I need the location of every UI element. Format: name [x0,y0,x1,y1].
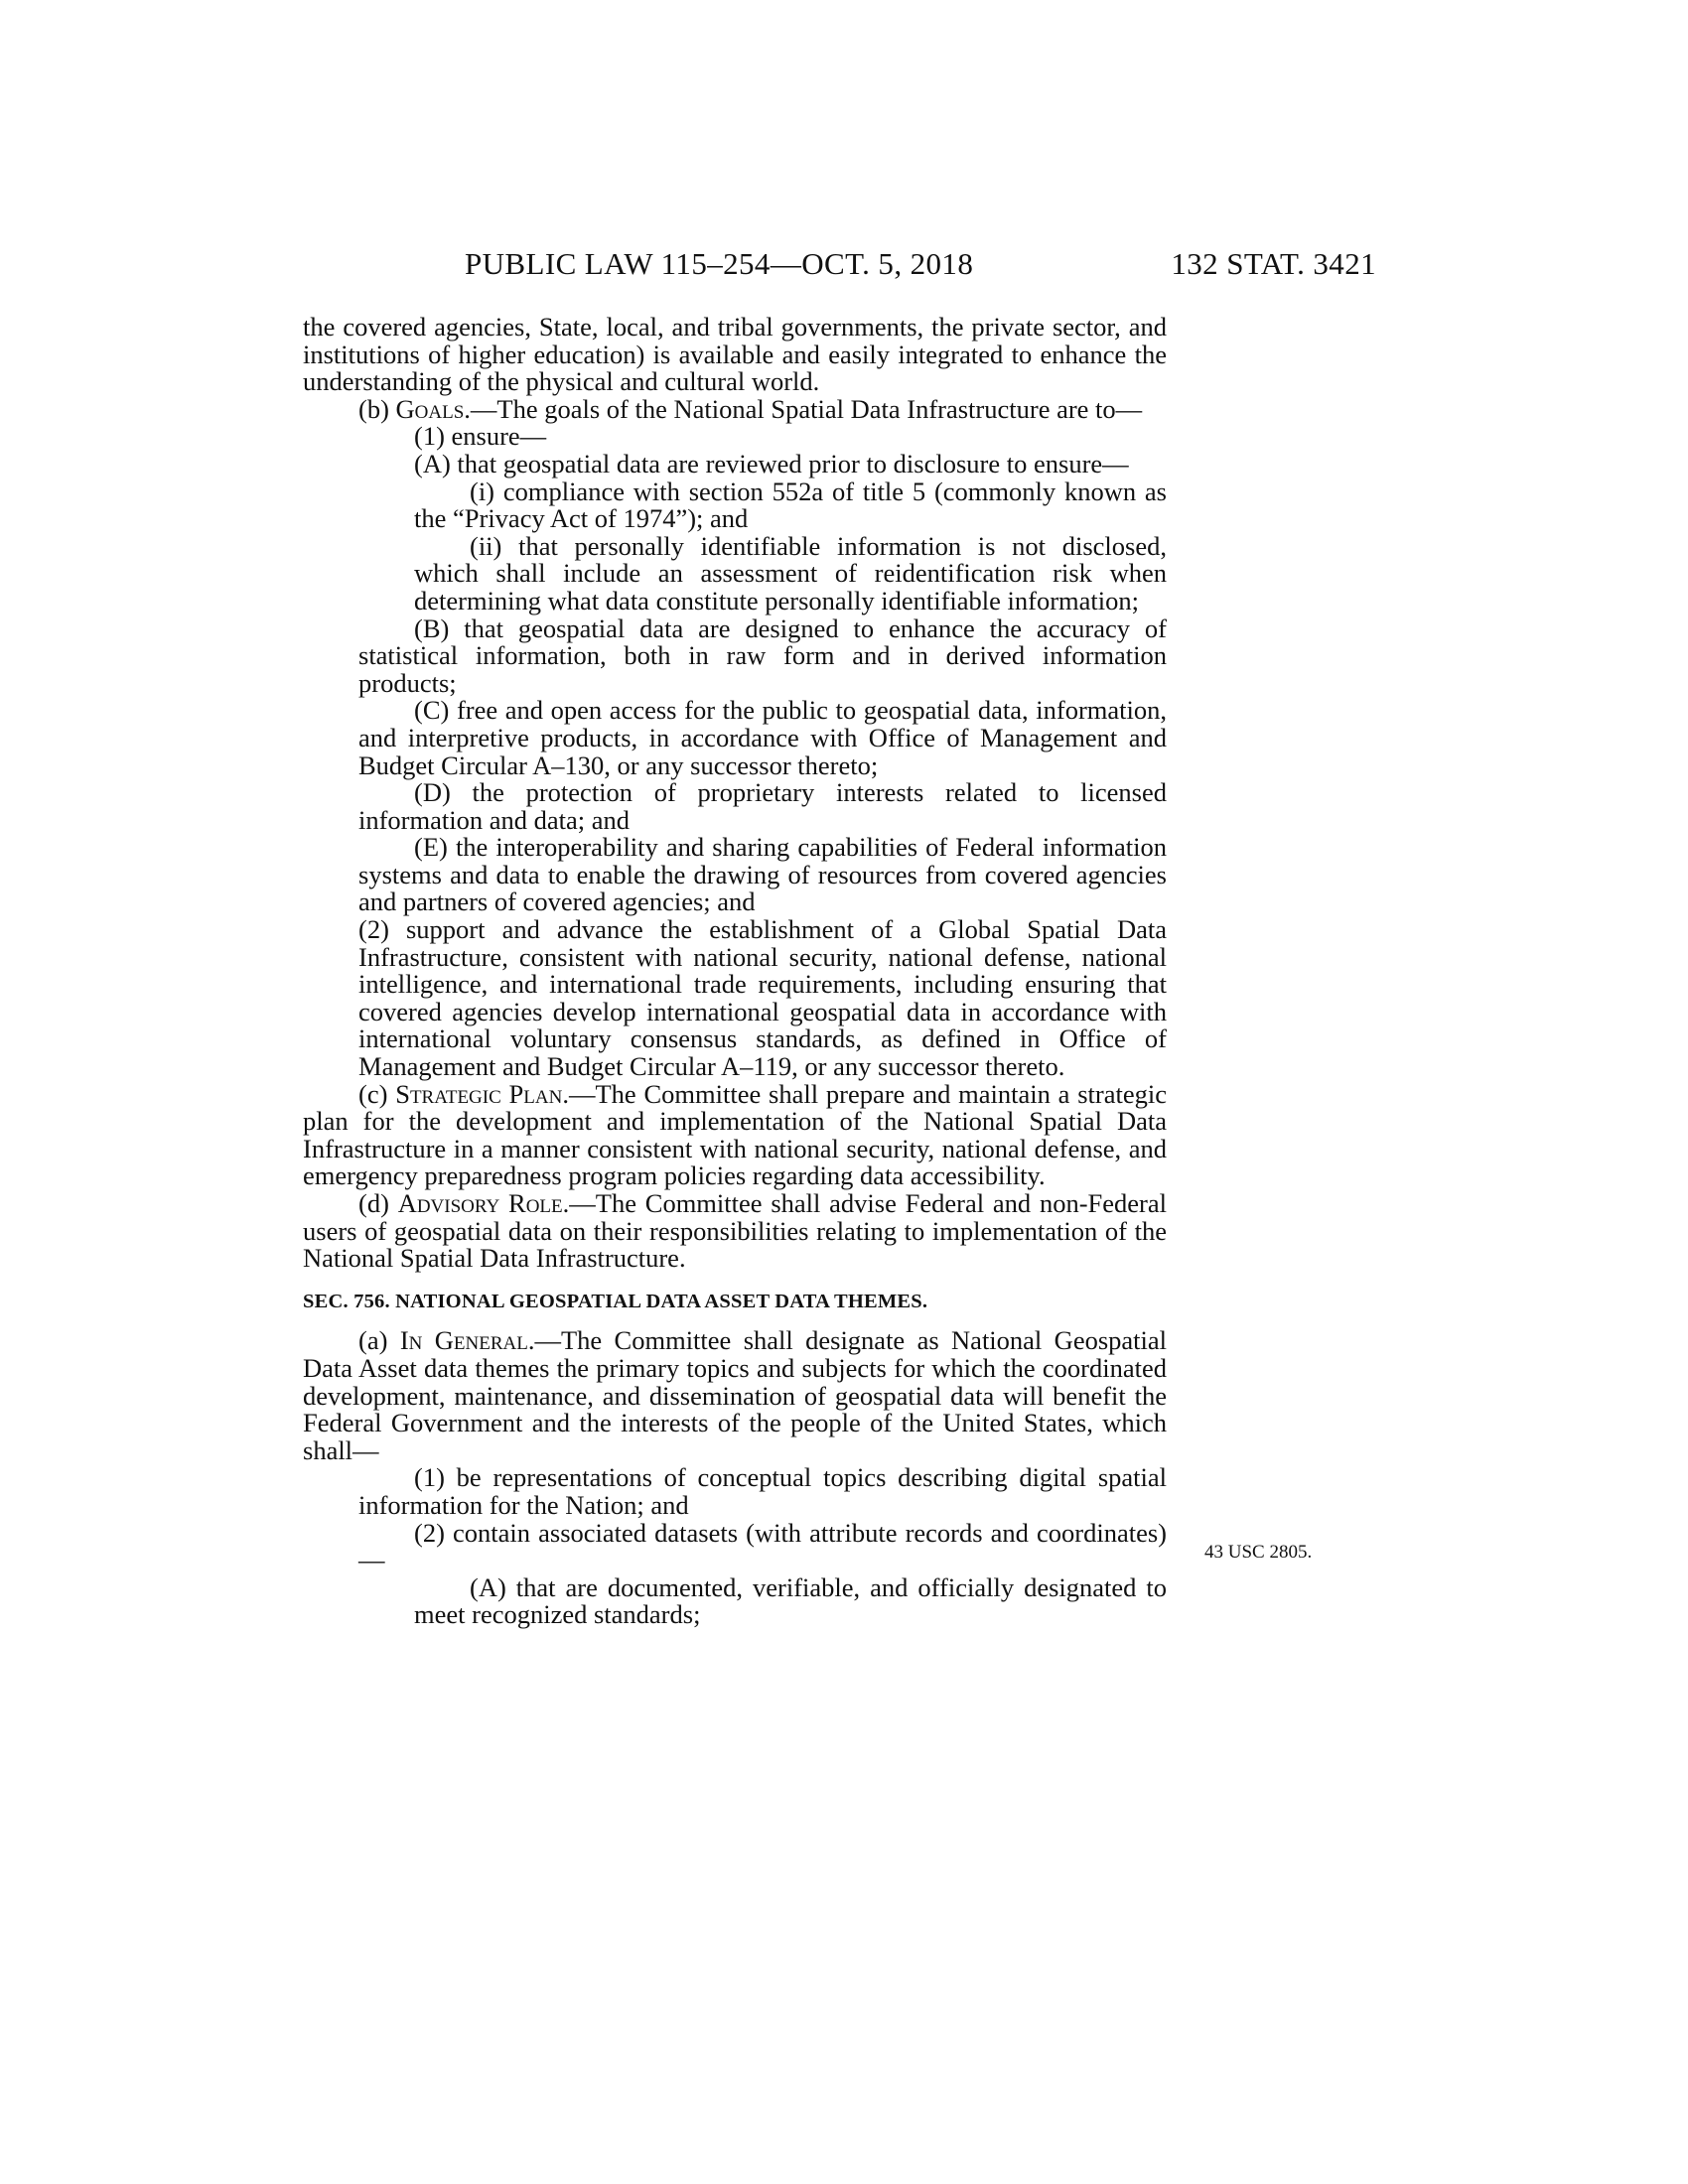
subparagraph-b1C: (C) free and open access for the public to geospatial data, information, and interpretive products, in accordance with Office of Management and Budget Circular A–130, or any successor thereto; [358,695,1167,780]
subparagraph-b1E: (E) the interoperability and sharing capabilities of Federal information systems and data to enable the drawing of resources from covered agencies and partners of covered agencies; and [358,832,1167,917]
paragraph-b1: (1) ensure— [414,421,547,452]
subsection-d-label: (d) [358,1188,398,1218]
header-stat-page: 132 STAT. 3421 [1171,246,1376,281]
subsection-d-text: .—The Committee shall advise Federal and non-Federal users of geospatial data on their responsibilities relating to implementation of the National Spatial Data Infrastructure. [303,1188,1167,1274]
clause-b1Ai: (i) compliance with section 552a of title 5 (commonly known as the “Privacy Act of 1974”); and [414,476,1167,534]
subsection-d-heading: Advisory Role [397,1188,563,1218]
clause-b1Aii: (ii) that personally identifiable information is not disclosed, which shall include an assessment of reidentification risk when determining what data constitute personally identifiable information; [414,530,1167,615]
subsection-c-text: .—The Committee shall prepare and maintain a strategic plan for the development and implementation of the National Spatial Data Infrastructure in a manner consistent with national security, national defense, and emergency preparedness program policies regarding data accessibility. [303,1078,1167,1191]
paragraph-a2: (2) contain associated datasets (with attribute records and coordinates)— [358,1517,1167,1575]
subparagraph-a2A: (A) that are documented, verifiable, and officially designated to meet recognized standards; [414,1571,1167,1630]
subparagraph-b1D: (D) the protection of proprietary interests related to licensed information and data; and [358,777,1167,835]
subsection-b [303,393,1167,424]
paragraph-b2: (2) support and advance the establishment of a Global Spatial Data Infrastructure, consistent with national security, national defense, national intelligence, and international trade requirements, including ensuring that covered agencies develop international geospatial data in accordance with international voluntary consensus standards, as defined in Office of Management and Budget Circular A–119, or any successor thereto. [358,914,1167,1082]
subsection-c-label: (c) [358,1078,396,1109]
subparagraph-b1B: (B) that geospatial data are designed to enhance the accuracy of statistical information, both in raw form and in derived information products; [358,613,1167,698]
paragraph-a1: (1) be representations of conceptual topics describing digital spatial information for the Nation; and [358,1462,1167,1520]
subsection-b-label: (b) [358,393,396,424]
header-law-citation: PUBLIC LAW 115–254—OCT. 5, 2018 [465,246,974,281]
subsection-c [303,1078,1167,1191]
section-756-heading: SEC. 756. NATIONAL GEOSPATIAL DATA ASSET DATA THEMES. [303,1290,928,1312]
subsection-c-heading: Strategic Plan [395,1078,563,1109]
document-body [303,314,1167,1629]
subsection-b-text: .—The goals of the National Spatial Data Infrastructure are to— [464,393,1143,424]
paragraph-continuation: the covered agencies, State, local, and tribal governments, the private sector, and institutions of higher education) is available and easily integrated to enhance the understanding of the physical and cultural world. [303,312,1167,397]
running-header [465,246,1376,296]
subsection-a-heading: In General [399,1325,528,1356]
subsection-a [303,1327,1167,1464]
usc-margin-note: 43 USC 2805. [1204,1542,1313,1563]
subsection-d [303,1190,1167,1273]
subsection-a-text: .—The Committee shall designate as National Geospatial Data Asset data themes the primary topics and subjects for which the coordinated development, maintenance, and dissemination of geospatial data will benefit the Federal Government and the interests of the people of the United States, which shall— [303,1325,1168,1465]
subsection-a-label: (a) [358,1325,400,1356]
subparagraph-b1A: (A) that geospatial data are reviewed prior to disclosure to ensure— [414,448,1129,478]
subsection-b-heading: Goals [395,393,465,424]
